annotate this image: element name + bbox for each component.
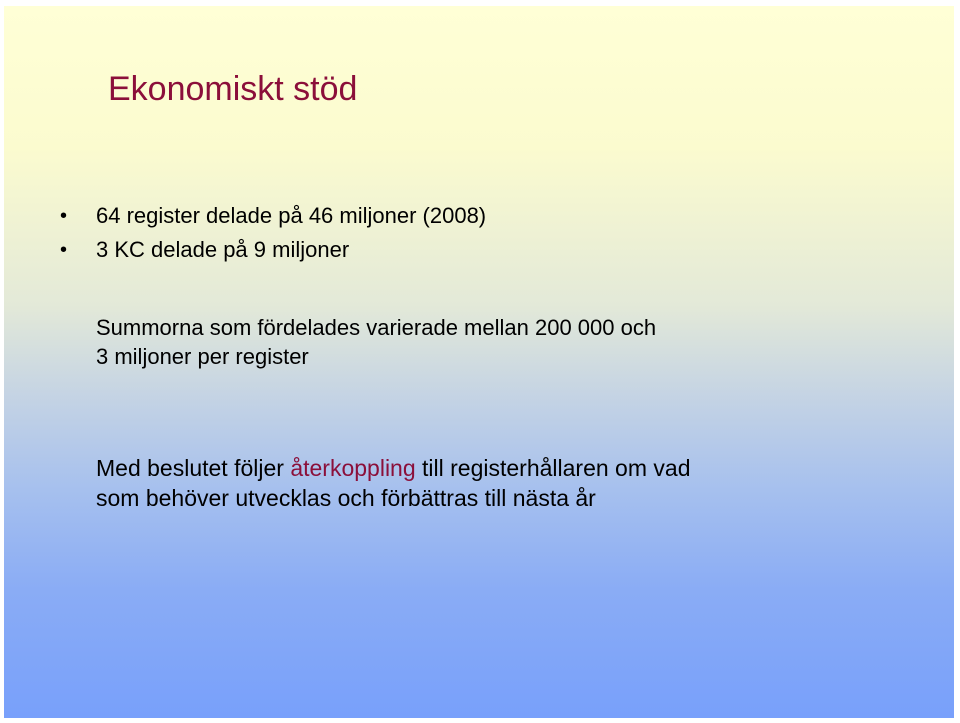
- bullet-text: 3 KC delade på 9 miljoner: [96, 237, 350, 262]
- bullet-item: [60, 199, 486, 233]
- bullet-list: [60, 199, 486, 267]
- paragraph-sums-line2: 3 miljoner per register: [96, 344, 309, 369]
- paragraph-feedback-line2: som behöver utvecklas och förbättras till nästa år: [96, 485, 596, 511]
- bullet-text: 64 register delade på 46 miljoner (2008): [96, 203, 487, 228]
- paragraph-sums-line1: Summorna som fördelades varierade mellan 200 000 och: [96, 315, 657, 340]
- paragraph-sums: [96, 313, 856, 371]
- bullet-item: [60, 233, 486, 267]
- paragraph-feedback-before: Med beslutet följer: [96, 455, 291, 481]
- slide-title: Ekonomiskt stöd: [108, 70, 358, 108]
- slide: [4, 6, 954, 718]
- bullet-icon: •: [60, 205, 68, 227]
- bullet-icon: •: [60, 239, 68, 261]
- paragraph-feedback-after: till registerhållaren om vad: [415, 455, 691, 481]
- highlight-term: återkoppling: [290, 455, 416, 481]
- paragraph-feedback: [96, 453, 866, 513]
